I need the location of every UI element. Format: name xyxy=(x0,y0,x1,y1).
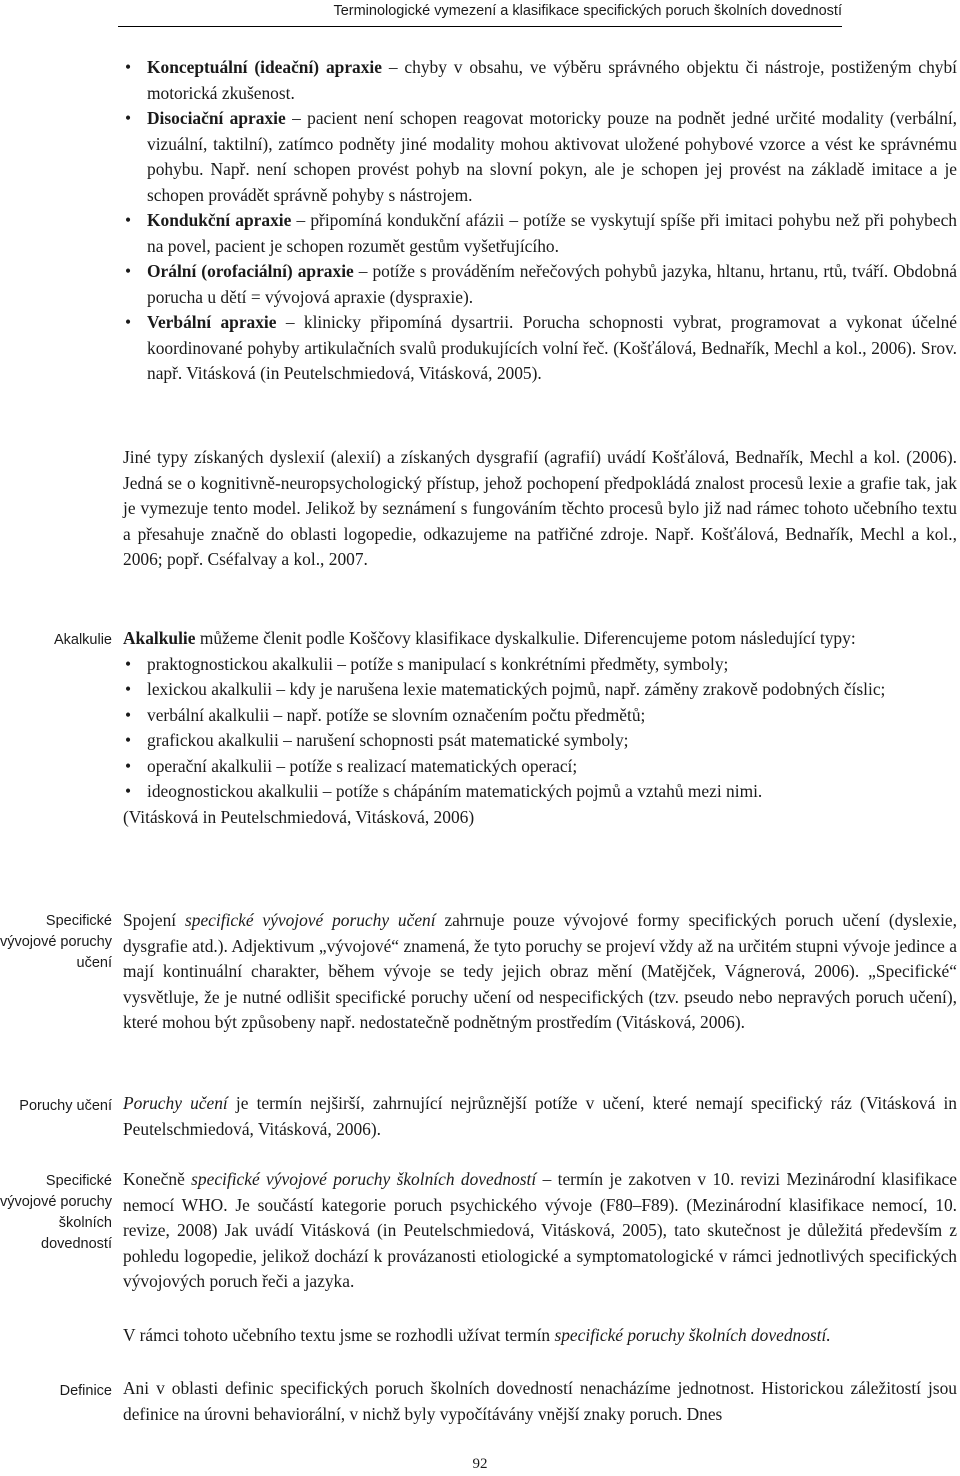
term: Konceptuální (ideační) apraxie xyxy=(147,57,382,77)
text-run: Spojení xyxy=(123,910,185,930)
definition: – klinicky připomíná dysartrii. Porucha schopnosti vybrat, programovat a vykonat účelné koordinované pohyby artikulačních svalů produkujících volní řeč. (Košťálová, Bednařík, Mechl a kol., 2006). Srov. např. Vitásková (in Peutelschmiedová, Vitásková, 2005). xyxy=(147,312,957,383)
text-run: Konečně xyxy=(123,1169,192,1189)
list-item: • praktognostickou akalkulii – potíže s manipulací s konkrétními předměty, symboly; xyxy=(123,652,957,678)
list-item: • verbální akalkulii – např. potíže se slovním označením počtu předmětů; xyxy=(123,703,957,729)
term: Orální (orofaciální) apraxie xyxy=(147,261,354,281)
list-item: • lexickou akalkulii – kdy je narušena lexie matematických pojmů, např. záměny zrakově podobných číslic; xyxy=(123,677,957,703)
list-item xyxy=(123,310,957,387)
list-item: • operační akalkulii – potíže s realizací matematických operací; xyxy=(123,754,957,780)
header-rule xyxy=(118,26,842,27)
paragraph-spec-poruchy-uceni xyxy=(123,908,957,1036)
list-item xyxy=(123,55,957,106)
paragraph-v-ramci xyxy=(123,1323,957,1349)
list-item: • grafickou akalkulii – narušení schopnosti psát matematické symboly; xyxy=(123,728,957,754)
text-run: – termín je zakotven v 10. revizi Mezinárodní klasifikace nemocí WHO. Je součástí kategorie poruch psychického vývoje (F80–F89). (Mezinárodní klasifikace nemocí, 10. revize, 2008) Jak uvádí Vitásková (in Peutelschmiedová, Vitásková, 2005), tato skutečnost je důležitá především z pohledu logopedie, jelikož dochází k provázanosti etiologické a symptomatologické v rámci jednotlivých specifických vývojových poruch řeči a jazyka. xyxy=(123,1169,957,1291)
akalkulie-term: Akalkulie xyxy=(123,628,196,648)
text-run: V rámci tohoto učebního textu jsme se rozhodli užívat termín xyxy=(123,1325,555,1345)
list-item xyxy=(123,208,957,259)
akalkulie-source: (Vitásková in Peutelschmiedová, Vitásková, 2006) xyxy=(123,806,475,827)
italic-term: Poruchy učení xyxy=(123,1093,228,1113)
akalkulie-lead xyxy=(123,626,957,652)
italic-term: specifické vývojové poruchy školních dovedností xyxy=(191,1169,537,1189)
paragraph-spec-skolnich xyxy=(123,1167,957,1295)
margin-note-spec-poruchy-uceni: Specifické vývojové poruchy učení xyxy=(0,913,112,971)
italic-term: specifické vývojové poruchy učení xyxy=(185,910,436,930)
list-item xyxy=(123,106,957,208)
paragraph-dyslexie: Jiné typy získaných dyslexií (alexií) a získaných dysgrafií (agrafií) uvádí Košťálová, Bednařík, Mechl a kol. (2006). Jedná se o kognitivně-neuropsychologický přístup, jehož pochopení předpokládá znalost procesů lexie a grafie tak, jak je vymezuje tento model. Jelikož by seznámení s fungováním těchto procesů bylo již nad rámec tohoto učebního textu a přesahuje značně do oblasti logopedie, odkazujeme na patřičné zdroje. Např. Košťálová, Bednařík, Mechl a kol., 2006; popř. Cséfalvay a kol., 2007. xyxy=(123,447,957,569)
paragraph-poruchy-uceni xyxy=(123,1091,957,1142)
term: Verbální apraxie xyxy=(147,312,277,332)
list-item xyxy=(123,259,957,310)
definition: – pacient není schopen reagovat motoricky pouze na podnět jedné určité modality (verbální, vizuální, taktilní), zatímco podněty jiné modality mohou aktivovat uložené pohybové vzorce a vést ke správnému pohybu. Např. není schopen provést pohyb na slovní pokyn, ale je schopen jej provést na základě imitace a je schopen provádět správně pohyby s nástrojem. xyxy=(147,108,957,205)
term: Disociační apraxie xyxy=(147,108,286,128)
list-item: • ideognostickou akalkulii – potíže s chápáním matematických pojmů a vztahů mezi nimi. xyxy=(123,779,957,805)
italic-term: specifické poruchy školních dovedností. xyxy=(554,1325,831,1345)
margin-note-akalkulie: Akalkulie xyxy=(53,632,112,648)
apraxie-list xyxy=(123,55,957,387)
page-number: 92 xyxy=(472,1456,488,1472)
paragraph-definice: Ani v oblasti definic specifických poruch školních dovedností nenacházíme jednotnost. Historickou záležitostí jsou definice na úrovni behaviorální, v nichž byly vypočítávány vnější znaky poruch. Dnes xyxy=(123,1378,957,1424)
definition: – připomíná kondukční afázii – potíže se vyskytují spíše při imitaci pohybu než při pohybech na povel, pacient je schopen rozumět gestům vyšetřujícího. xyxy=(147,210,957,256)
akalkulie-lead-text: můžeme členit podle Koščovy klasifikace dyskalkulie. Diferencujeme potom následující typy: xyxy=(195,628,856,648)
margin-note-poruchy-uceni: Poruchy učení xyxy=(19,1098,112,1114)
section-akalkulie xyxy=(123,626,957,830)
term: Kondukční apraxie xyxy=(147,210,292,230)
definition: – potíže s prováděním neřečových pohybů jazyka, hltanu, hrtanu, rtů, tváří. Obdobná porucha u dětí = vývojová apraxie (dyspraxie). xyxy=(147,261,957,307)
definition: – chyby v obsahu, ve výběru správného objektu či nástroje, postiženým chybí motorická zkušenost. xyxy=(147,57,957,103)
text-run: zahrnuje pouze vývojové formy specifických poruch učení (dyslexie, dysgrafie atd.). Adjektivum „vývojové“ znamená, že tyto poruchy se projeví vždy až na určitém stupni vývoje jedince a mají kontinuální charakter, během vývoje se tedy jejich obraz mění (Matějček, Vágnerová, 2006). „Specifické“ vysvětluje, že je nutné odlišit specifické poruchy učení od nespecifických (tzv. pseudo nebo nepravých poruch učení), které mohou být způsobeny např. nedostatečně podnětným prostředím (Vitásková, 2006). xyxy=(123,910,957,1032)
margin-note-spec-skolnich: Specifické vývojové poruchy školních dovedností xyxy=(0,1173,112,1252)
margin-note-definice: Definice xyxy=(59,1383,112,1399)
running-header: Terminologické vymezení a klasifikace specifických poruch školních dovedností xyxy=(333,3,842,19)
text-run: je termín nejširší, zahrnující nejrůznější potíže v učení, které nemají specifický ráz (Vitásková in Peutelschmiedová, Vitásková, 2006). xyxy=(123,1093,957,1139)
akalkulie-list xyxy=(123,652,957,805)
